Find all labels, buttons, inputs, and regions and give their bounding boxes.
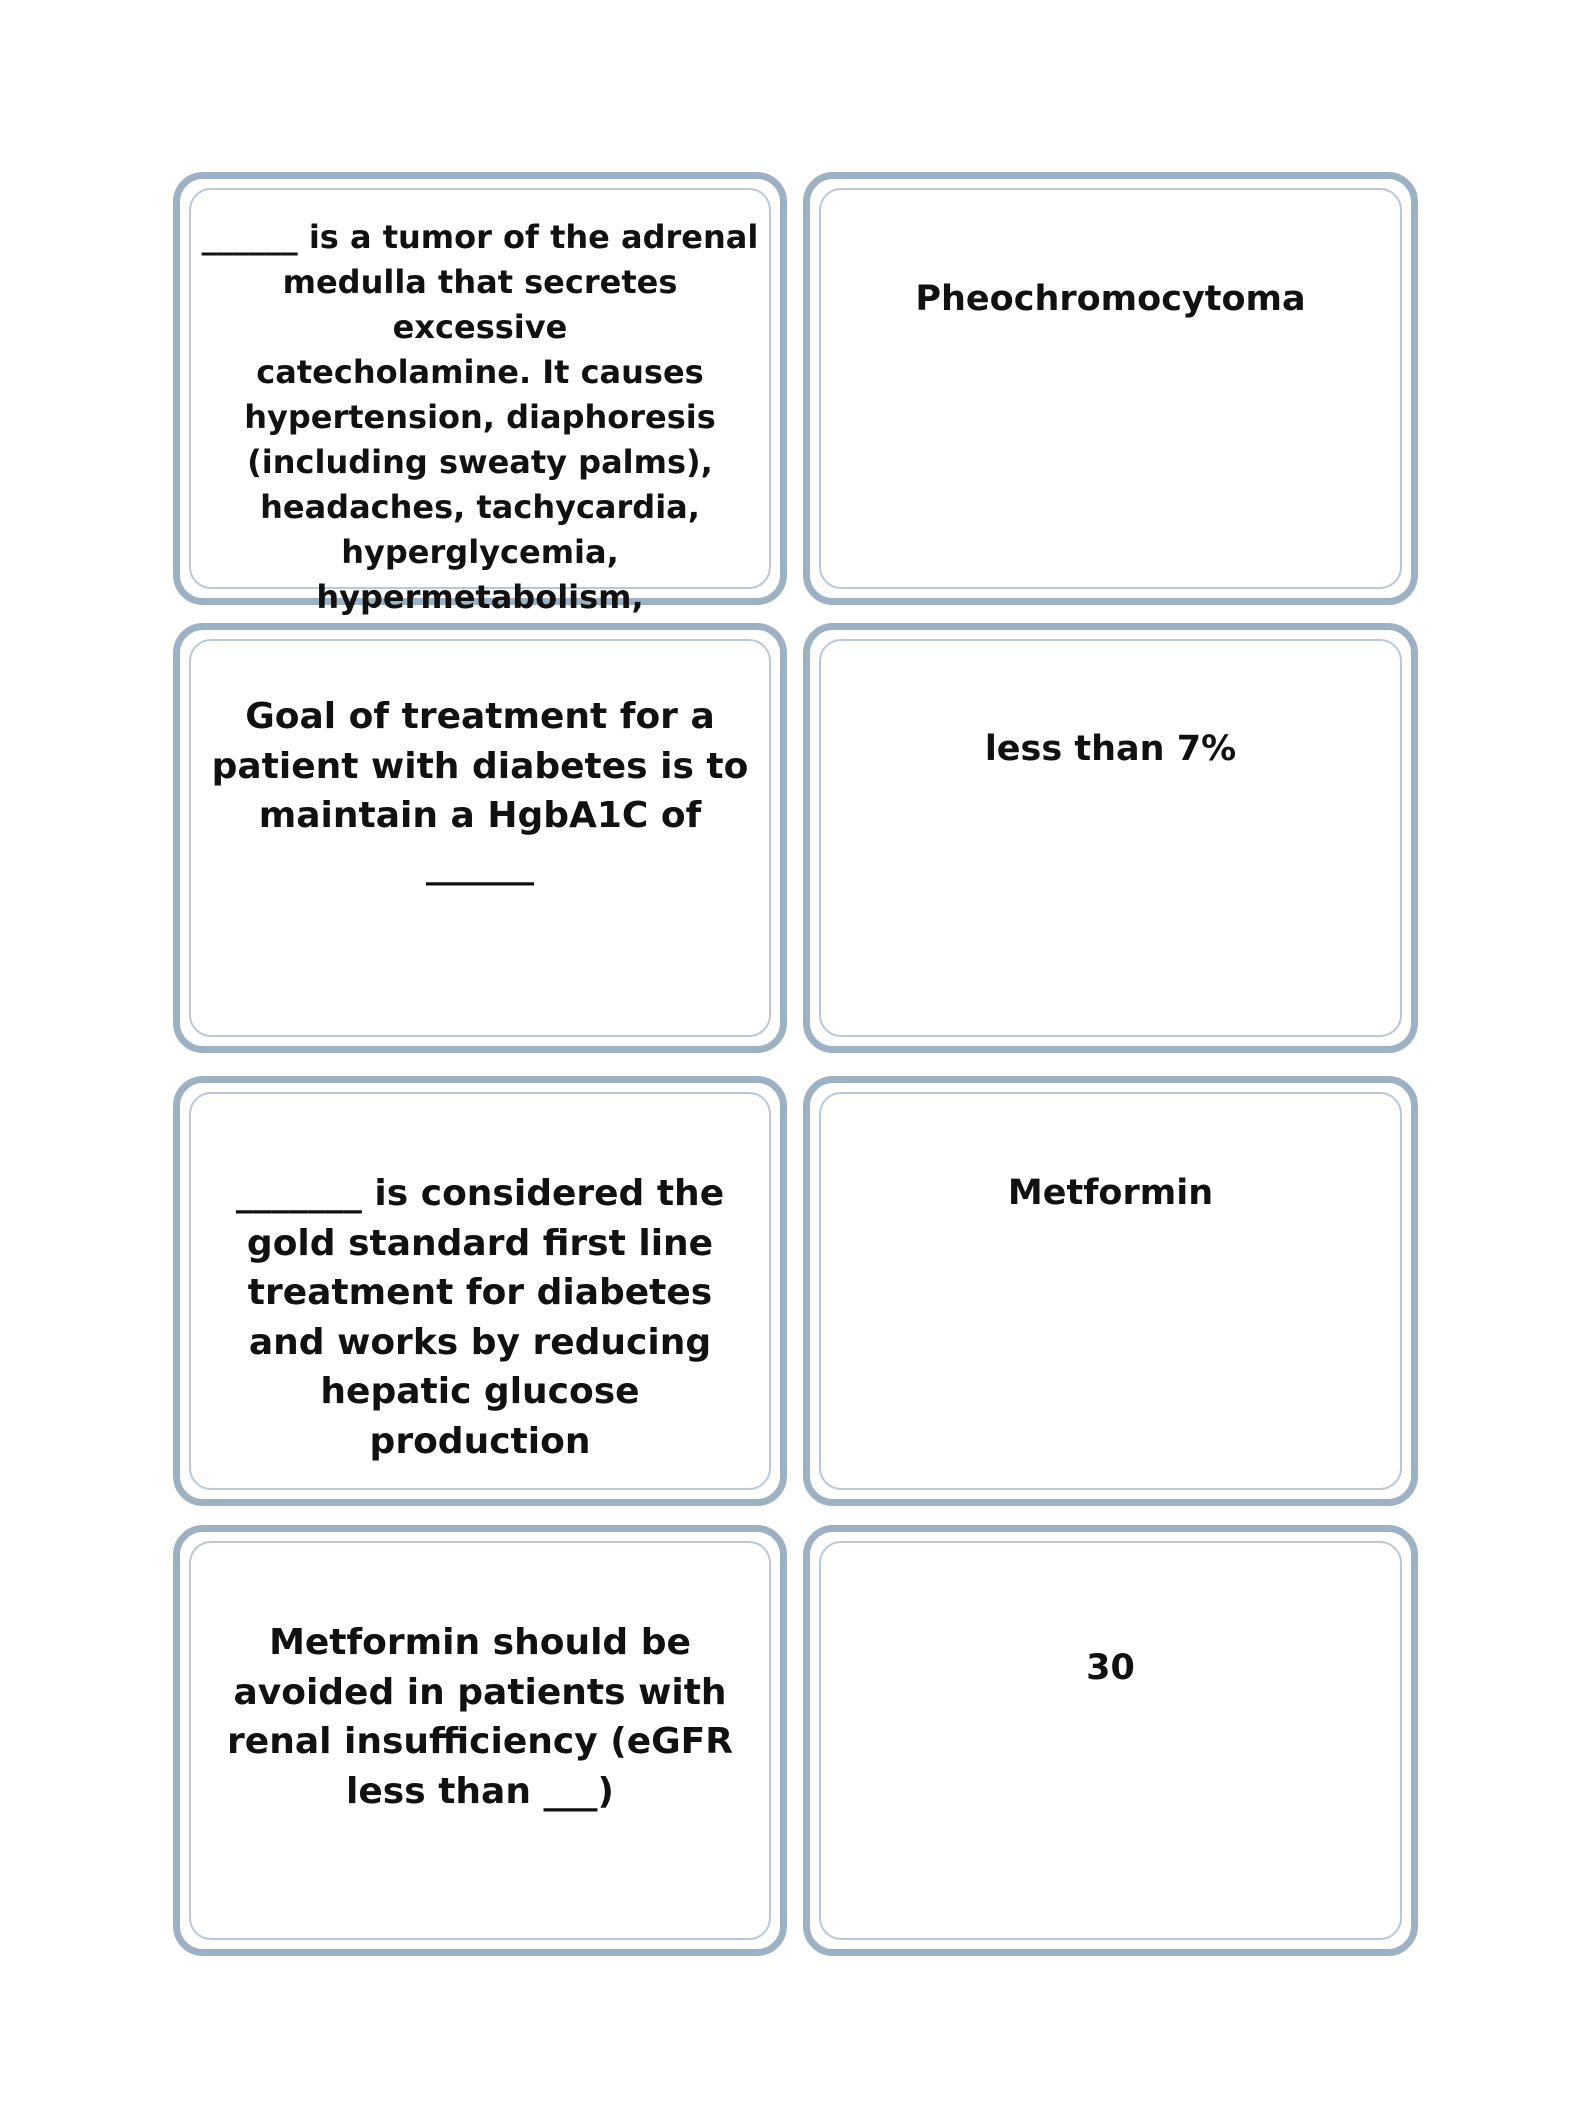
answer-card-4[interactable] xyxy=(803,1525,1418,1956)
answer-text: Pheochromocytoma xyxy=(915,279,1306,319)
question-text: Goal of treatment for a patient with diabetes is to maintain a HgbA1C of ______ xyxy=(211,696,749,886)
answer-text: Metformin xyxy=(1007,1173,1214,1213)
card-inner-border xyxy=(819,1092,1402,1490)
answer-card-3[interactable] xyxy=(803,1076,1418,1506)
card-inner-border xyxy=(819,639,1402,1037)
answer-card-1[interactable] xyxy=(803,172,1418,605)
question-card-4[interactable] xyxy=(173,1525,787,1956)
answer-text: 30 xyxy=(1086,1648,1135,1688)
question-text: Metformin should be avoided in patients with renal insufficiency (eGFR less than ___) xyxy=(227,1622,733,1812)
card-inner-border xyxy=(819,188,1402,589)
answer-text: less than 7% xyxy=(984,729,1237,769)
question-card-1[interactable] xyxy=(173,172,787,616)
answer-card-2[interactable] xyxy=(803,623,1418,1053)
question-card-2[interactable] xyxy=(173,623,787,1053)
question-card-3[interactable] xyxy=(173,1076,787,1506)
question-text: _______ is considered the gold standard first line treatment for diabetes and works by reducing hepatic glucose production xyxy=(235,1173,725,1462)
question-text: ______ is a tumor of the adrenal medulla that secretes excessive catecholamine. It causes hypertension, diaphoresis (including sweaty palms), headaches, tachycardia, hyperglycemia, hypermetabolism, xyxy=(201,218,759,616)
card-inner-border xyxy=(819,1541,1402,1940)
